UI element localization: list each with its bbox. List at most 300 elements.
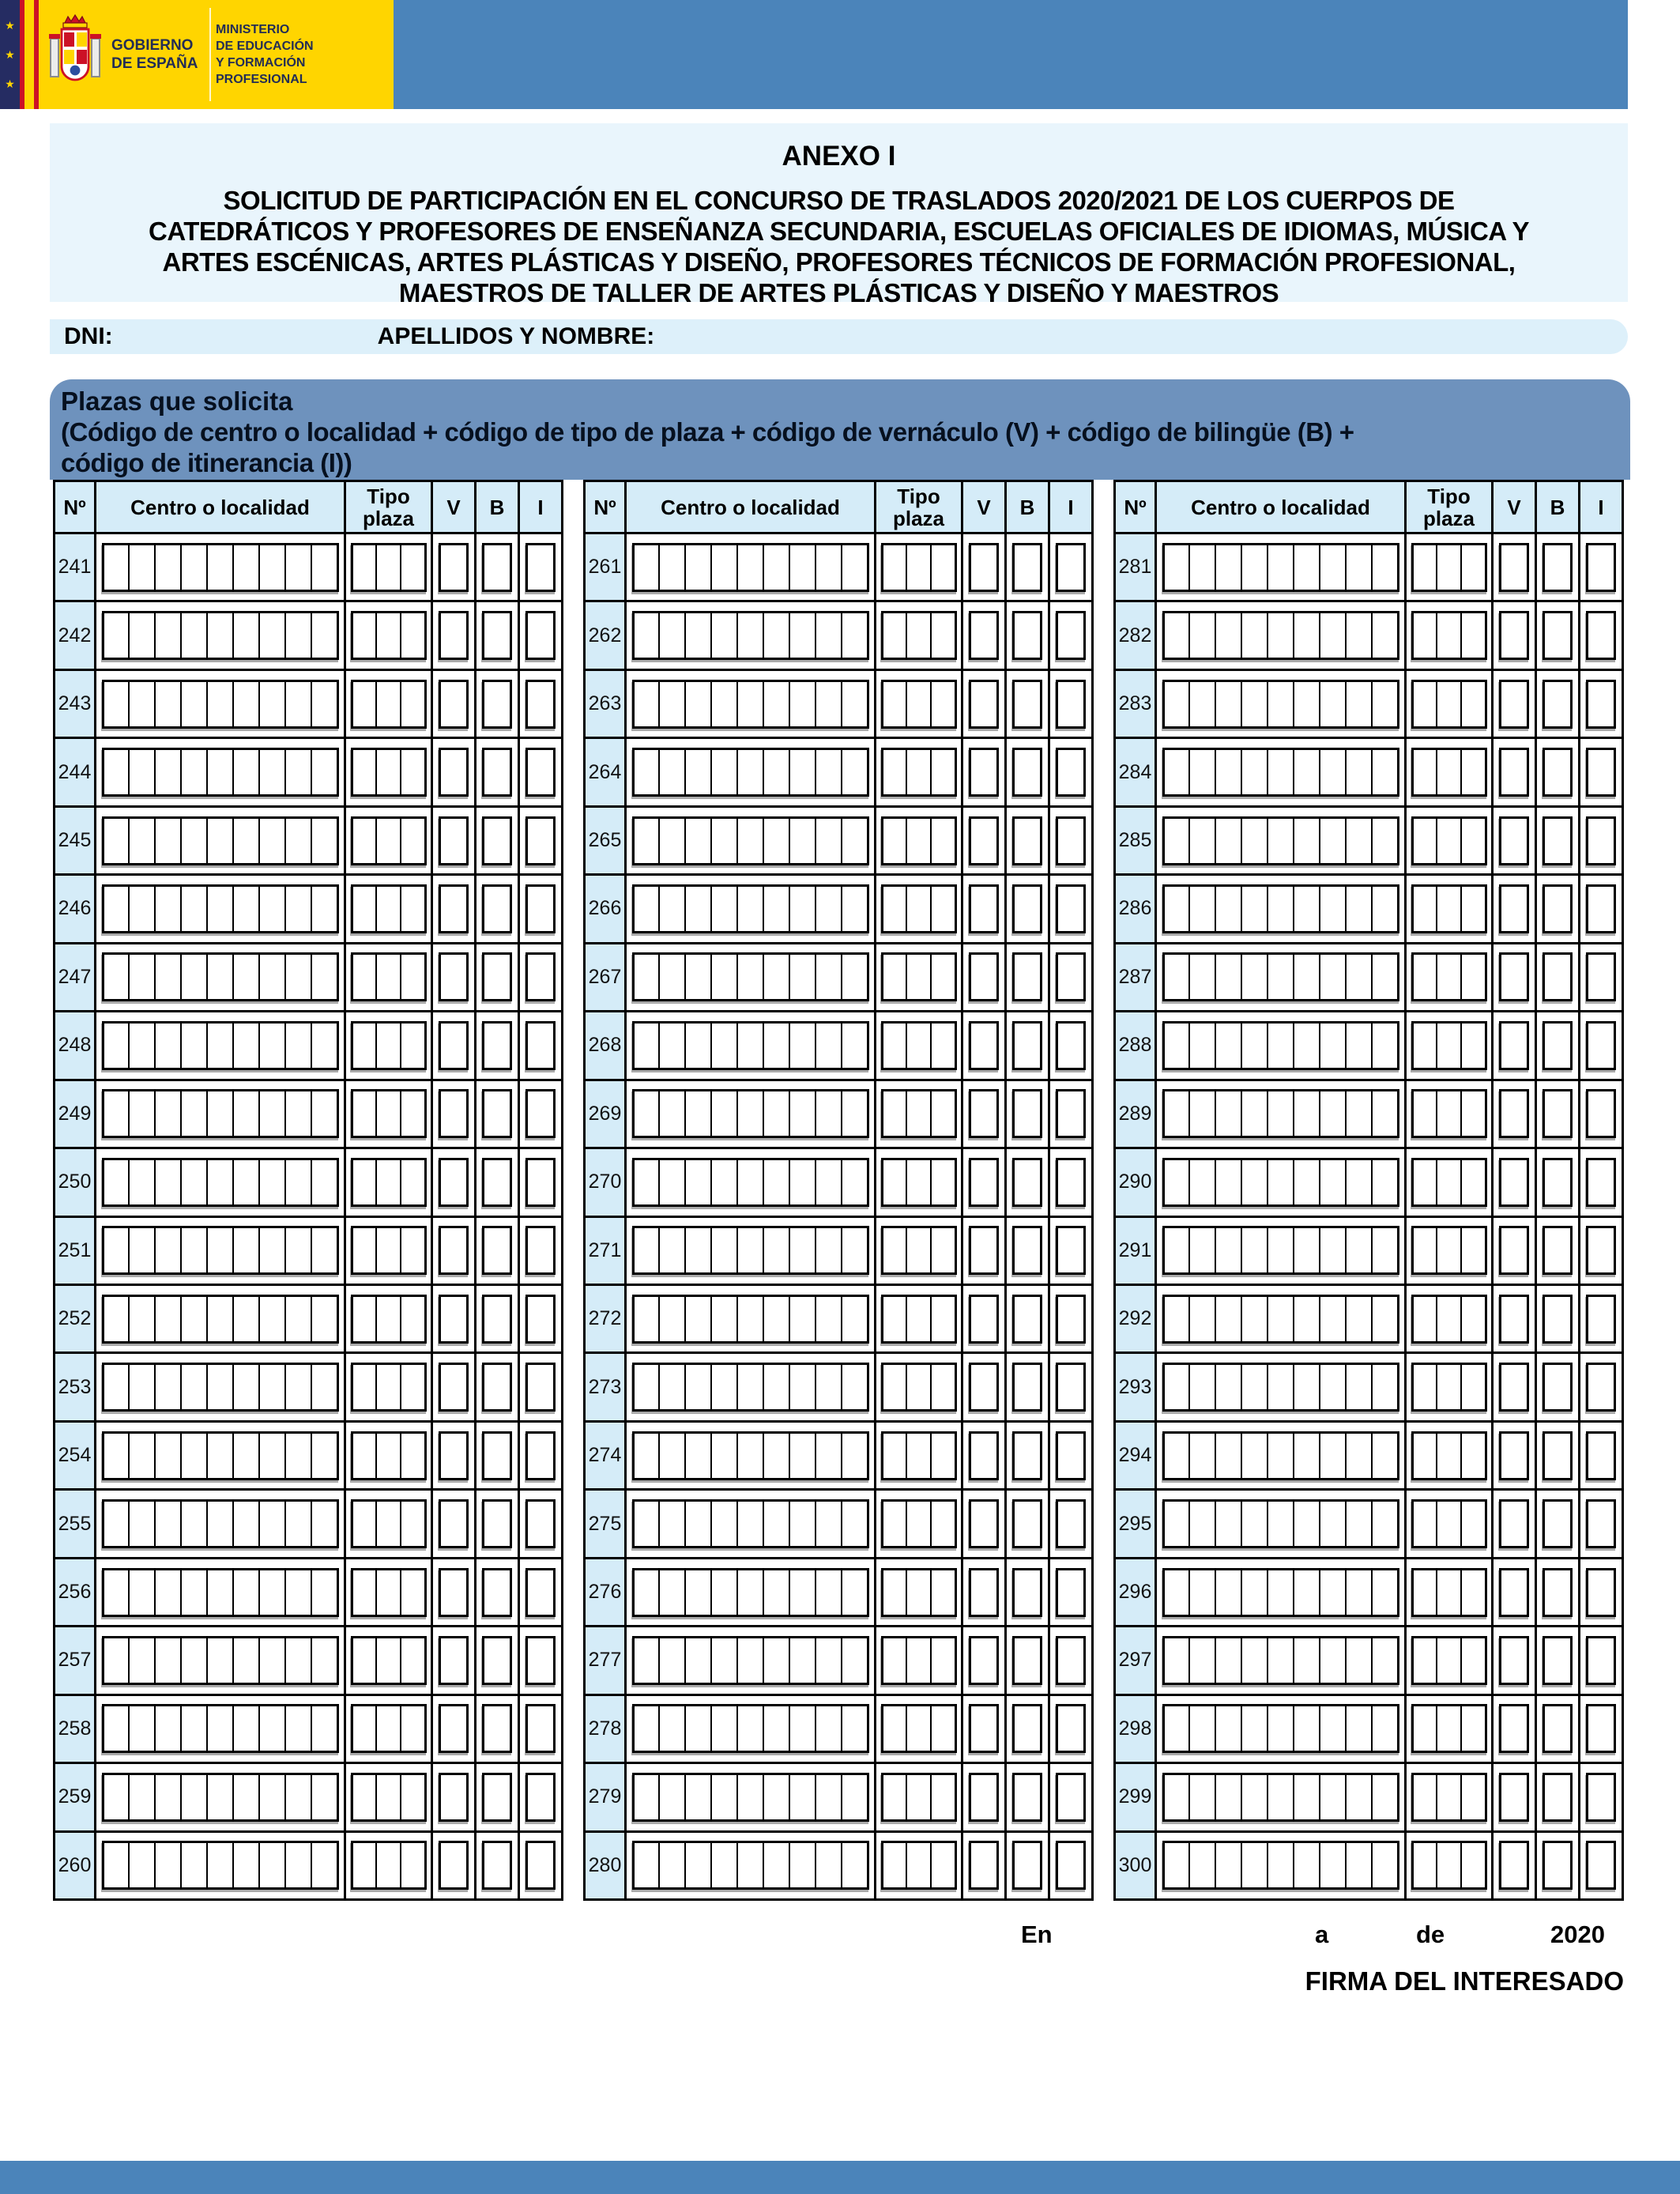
tipo-plaza-box[interactable] [353, 1706, 376, 1751]
centro-box[interactable] [684, 1365, 710, 1409]
centro-box[interactable] [1371, 1023, 1397, 1068]
tipo-plaza-box[interactable] [400, 1297, 424, 1341]
centro-box[interactable] [710, 1706, 736, 1751]
centro-box[interactable] [232, 1843, 258, 1887]
tipo-plaza-box[interactable] [930, 1775, 955, 1819]
centro-box[interactable] [104, 1297, 129, 1341]
tipo-plaza-box[interactable] [1414, 1091, 1437, 1136]
bilingue-box[interactable] [1543, 1773, 1573, 1822]
centro-box[interactable] [1165, 1843, 1189, 1887]
centro-box[interactable] [763, 750, 789, 794]
tipo-plaza-box[interactable] [1436, 1775, 1460, 1819]
centro-box[interactable] [284, 1434, 311, 1478]
tipo-plaza-box[interactable] [1436, 1091, 1460, 1136]
tipo-plaza-box[interactable] [353, 887, 376, 931]
centro-box[interactable] [815, 1228, 841, 1272]
tipo-plaza-box[interactable] [1436, 1843, 1460, 1887]
tipo-plaza-box[interactable] [883, 1706, 906, 1751]
centro-box[interactable] [128, 613, 154, 658]
centro-box[interactable] [1215, 750, 1241, 794]
bilingue-box[interactable] [482, 1295, 512, 1344]
tipo-plaza-box[interactable] [883, 1775, 906, 1819]
tipo-plaza-box[interactable] [1414, 682, 1437, 726]
tipo-plaza-box[interactable] [1414, 1297, 1437, 1341]
centro-box[interactable] [180, 1434, 206, 1478]
itinerancia-box[interactable] [525, 952, 556, 1001]
itinerancia-box[interactable] [1586, 1636, 1616, 1685]
bilingue-box[interactable] [1012, 611, 1042, 660]
itinerancia-box[interactable] [525, 543, 556, 592]
centro-box[interactable] [710, 1502, 736, 1546]
itinerancia-box[interactable] [525, 1636, 556, 1685]
tipo-plaza-box[interactable] [375, 887, 400, 931]
centro-box[interactable] [258, 1502, 284, 1546]
itinerancia-box[interactable] [1056, 1295, 1086, 1344]
centro-box[interactable] [841, 1775, 867, 1819]
centro-box[interactable] [311, 682, 337, 726]
vernaculo-box[interactable] [969, 1636, 999, 1685]
centro-box[interactable] [1165, 887, 1189, 931]
tipo-plaza-box[interactable] [906, 1297, 930, 1341]
tipo-plaza-box[interactable] [1436, 819, 1460, 863]
centro-box[interactable] [1345, 1706, 1371, 1751]
tipo-plaza-box[interactable] [353, 1502, 376, 1546]
centro-box[interactable] [1267, 1434, 1293, 1478]
tipo-plaza-box[interactable] [883, 887, 906, 931]
centro-box[interactable] [1215, 1365, 1241, 1409]
centro-box[interactable] [658, 1160, 684, 1204]
centro-box[interactable] [763, 1091, 789, 1136]
bilingue-box[interactable] [1543, 884, 1573, 933]
centro-box[interactable] [789, 1160, 815, 1204]
centro-box[interactable] [1165, 1091, 1189, 1136]
centro-box[interactable] [815, 955, 841, 999]
centro-box[interactable] [232, 887, 258, 931]
centro-box[interactable] [841, 545, 867, 590]
centro-box[interactable] [841, 1570, 867, 1615]
tipo-plaza-box[interactable] [353, 1228, 376, 1272]
centro-box[interactable] [232, 613, 258, 658]
centro-box[interactable] [128, 1843, 154, 1887]
centro-box[interactable] [1267, 1297, 1293, 1341]
centro-box[interactable] [1241, 1502, 1267, 1546]
tipo-plaza-box[interactable] [353, 750, 376, 794]
centro-box[interactable] [284, 1570, 311, 1615]
bilingue-box[interactable] [482, 1158, 512, 1207]
centro-box[interactable] [232, 1434, 258, 1478]
centro-box[interactable] [841, 1091, 867, 1136]
bilingue-box[interactable] [482, 1089, 512, 1138]
tipo-plaza-box[interactable] [906, 545, 930, 590]
itinerancia-box[interactable] [525, 1089, 556, 1138]
centro-box[interactable] [635, 1775, 659, 1819]
centro-box[interactable] [284, 750, 311, 794]
centro-box[interactable] [1241, 1091, 1267, 1136]
vernaculo-box[interactable] [439, 1841, 469, 1890]
tipo-plaza-box[interactable] [883, 819, 906, 863]
tipo-plaza-box[interactable] [930, 1706, 955, 1751]
centro-box[interactable] [1345, 613, 1371, 658]
centro-box[interactable] [710, 1023, 736, 1068]
bilingue-box[interactable] [1012, 1704, 1042, 1753]
tipo-plaza-box[interactable] [353, 1365, 376, 1409]
centro-box[interactable] [658, 750, 684, 794]
vernaculo-box[interactable] [439, 1431, 469, 1480]
itinerancia-box[interactable] [525, 1158, 556, 1207]
centro-box[interactable] [1293, 819, 1319, 863]
vernaculo-box[interactable] [439, 1295, 469, 1344]
tipo-plaza-box[interactable] [353, 819, 376, 863]
centro-box[interactable] [104, 613, 129, 658]
tipo-plaza-box[interactable] [906, 1023, 930, 1068]
vernaculo-box[interactable] [1499, 611, 1529, 660]
centro-box[interactable] [1188, 1502, 1215, 1546]
centro-box[interactable] [1319, 1502, 1345, 1546]
centro-box[interactable] [206, 1160, 232, 1204]
centro-box[interactable] [1293, 887, 1319, 931]
centro-box[interactable] [1267, 819, 1293, 863]
vernaculo-box[interactable] [439, 952, 469, 1001]
centro-box[interactable] [1188, 1638, 1215, 1683]
vernaculo-box[interactable] [1499, 1568, 1529, 1617]
itinerancia-box[interactable] [1586, 1089, 1616, 1138]
centro-box[interactable] [658, 887, 684, 931]
vernaculo-box[interactable] [1499, 680, 1529, 729]
centro-box[interactable] [1215, 1706, 1241, 1751]
centro-box[interactable] [1293, 1365, 1319, 1409]
tipo-plaza-box[interactable] [1414, 1843, 1437, 1887]
centro-box[interactable] [1293, 1023, 1319, 1068]
centro-box[interactable] [1215, 1160, 1241, 1204]
vernaculo-box[interactable] [969, 748, 999, 797]
centro-box[interactable] [1371, 1297, 1397, 1341]
centro-box[interactable] [206, 1365, 232, 1409]
tipo-plaza-box[interactable] [375, 1297, 400, 1341]
centro-box[interactable] [710, 955, 736, 999]
tipo-plaza-box[interactable] [1436, 545, 1460, 590]
centro-box[interactable] [1165, 750, 1189, 794]
centro-box[interactable] [710, 819, 736, 863]
centro-box[interactable] [1267, 1365, 1293, 1409]
centro-box[interactable] [710, 887, 736, 931]
centro-box[interactable] [841, 750, 867, 794]
vernaculo-box[interactable] [439, 1021, 469, 1070]
centro-box[interactable] [841, 1706, 867, 1751]
centro-box[interactable] [815, 545, 841, 590]
tipo-plaza-box[interactable] [930, 682, 955, 726]
centro-box[interactable] [284, 1023, 311, 1068]
itinerancia-box[interactable] [525, 884, 556, 933]
bilingue-box[interactable] [1012, 680, 1042, 729]
centro-box[interactable] [1293, 682, 1319, 726]
itinerancia-box[interactable] [1586, 1295, 1616, 1344]
centro-box[interactable] [736, 1843, 763, 1887]
centro-box[interactable] [154, 1160, 180, 1204]
tipo-plaza-box[interactable] [1436, 1228, 1460, 1272]
centro-box[interactable] [1165, 682, 1189, 726]
centro-box[interactable] [684, 1638, 710, 1683]
tipo-plaza-box[interactable] [400, 1365, 424, 1409]
tipo-plaza-box[interactable] [353, 1023, 376, 1068]
tipo-plaza-box[interactable] [353, 545, 376, 590]
bilingue-box[interactable] [1543, 1499, 1573, 1548]
centro-box[interactable] [232, 750, 258, 794]
centro-box[interactable] [763, 887, 789, 931]
tipo-plaza-box[interactable] [1414, 887, 1437, 931]
centro-box[interactable] [684, 613, 710, 658]
centro-box[interactable] [1319, 1638, 1345, 1683]
centro-box[interactable] [1215, 1297, 1241, 1341]
centro-box[interactable] [684, 750, 710, 794]
itinerancia-box[interactable] [525, 611, 556, 660]
centro-box[interactable] [232, 1365, 258, 1409]
centro-box[interactable] [658, 819, 684, 863]
centro-box[interactable] [684, 1160, 710, 1204]
tipo-plaza-box[interactable] [930, 1570, 955, 1615]
centro-box[interactable] [763, 613, 789, 658]
centro-box[interactable] [1165, 613, 1189, 658]
tipo-plaza-box[interactable] [1436, 613, 1460, 658]
centro-box[interactable] [1293, 1502, 1319, 1546]
centro-box[interactable] [789, 545, 815, 590]
centro-box[interactable] [789, 1023, 815, 1068]
itinerancia-box[interactable] [1056, 748, 1086, 797]
bilingue-box[interactable] [1012, 1089, 1042, 1138]
itinerancia-box[interactable] [525, 1295, 556, 1344]
centro-box[interactable] [104, 1160, 129, 1204]
centro-box[interactable] [1319, 1091, 1345, 1136]
centro-box[interactable] [684, 1775, 710, 1819]
centro-box[interactable] [206, 1434, 232, 1478]
centro-box[interactable] [635, 1160, 659, 1204]
tipo-plaza-box[interactable] [375, 1502, 400, 1546]
tipo-plaza-box[interactable] [400, 1843, 424, 1887]
centro-box[interactable] [1165, 1775, 1189, 1819]
bilingue-box[interactable] [1012, 1021, 1042, 1070]
tipo-plaza-box[interactable] [1436, 1160, 1460, 1204]
centro-box[interactable] [232, 1228, 258, 1272]
tipo-plaza-box[interactable] [930, 1023, 955, 1068]
centro-box[interactable] [104, 1502, 129, 1546]
centro-box[interactable] [1241, 682, 1267, 726]
centro-box[interactable] [258, 887, 284, 931]
centro-box[interactable] [1345, 819, 1371, 863]
centro-box[interactable] [206, 1570, 232, 1615]
centro-box[interactable] [206, 887, 232, 931]
centro-box[interactable] [1241, 1160, 1267, 1204]
centro-box[interactable] [1165, 1365, 1189, 1409]
itinerancia-box[interactable] [525, 1226, 556, 1275]
centro-box[interactable] [815, 1365, 841, 1409]
tipo-plaza-box[interactable] [1436, 955, 1460, 999]
centro-box[interactable] [710, 750, 736, 794]
tipo-plaza-box[interactable] [400, 1706, 424, 1751]
centro-box[interactable] [258, 750, 284, 794]
centro-box[interactable] [1371, 1365, 1397, 1409]
centro-box[interactable] [258, 1843, 284, 1887]
centro-box[interactable] [789, 1775, 815, 1819]
centro-box[interactable] [104, 1570, 129, 1615]
centro-box[interactable] [635, 819, 659, 863]
tipo-plaza-box[interactable] [906, 1570, 930, 1615]
centro-box[interactable] [1319, 750, 1345, 794]
centro-box[interactable] [284, 1091, 311, 1136]
centro-box[interactable] [763, 1434, 789, 1478]
centro-box[interactable] [232, 1706, 258, 1751]
centro-box[interactable] [1319, 1160, 1345, 1204]
centro-box[interactable] [635, 1297, 659, 1341]
centro-box[interactable] [1215, 887, 1241, 931]
centro-box[interactable] [1293, 1843, 1319, 1887]
bilingue-box[interactable] [1543, 611, 1573, 660]
centro-box[interactable] [258, 1570, 284, 1615]
bilingue-box[interactable] [1012, 1841, 1042, 1890]
centro-box[interactable] [128, 1502, 154, 1546]
itinerancia-box[interactable] [1586, 816, 1616, 865]
tipo-plaza-box[interactable] [930, 1434, 955, 1478]
vernaculo-box[interactable] [969, 1363, 999, 1412]
itinerancia-box[interactable] [525, 1431, 556, 1480]
centro-box[interactable] [180, 613, 206, 658]
tipo-plaza-box[interactable] [930, 613, 955, 658]
centro-box[interactable] [1319, 613, 1345, 658]
centro-box[interactable] [1371, 1502, 1397, 1546]
itinerancia-box[interactable] [1056, 952, 1086, 1001]
centro-box[interactable] [763, 1843, 789, 1887]
tipo-plaza-box[interactable] [1460, 682, 1485, 726]
bilingue-box[interactable] [482, 611, 512, 660]
centro-box[interactable] [684, 1843, 710, 1887]
bilingue-box[interactable] [482, 1499, 512, 1548]
itinerancia-box[interactable] [1056, 543, 1086, 592]
centro-box[interactable] [658, 545, 684, 590]
centro-box[interactable] [684, 819, 710, 863]
centro-box[interactable] [1241, 1706, 1267, 1751]
centro-box[interactable] [154, 1228, 180, 1272]
centro-box[interactable] [841, 1365, 867, 1409]
centro-box[interactable] [1188, 613, 1215, 658]
itinerancia-box[interactable] [1586, 543, 1616, 592]
centro-box[interactable] [1345, 545, 1371, 590]
centro-box[interactable] [284, 1638, 311, 1683]
centro-box[interactable] [258, 1638, 284, 1683]
centro-box[interactable] [128, 1570, 154, 1615]
tipo-plaza-box[interactable] [1414, 1434, 1437, 1478]
tipo-plaza-box[interactable] [1414, 1160, 1437, 1204]
centro-box[interactable] [1371, 887, 1397, 931]
tipo-plaza-box[interactable] [1436, 1570, 1460, 1615]
tipo-plaza-box[interactable] [375, 613, 400, 658]
centro-box[interactable] [311, 1297, 337, 1341]
centro-box[interactable] [710, 1091, 736, 1136]
vernaculo-box[interactable] [439, 816, 469, 865]
centro-box[interactable] [658, 1706, 684, 1751]
centro-box[interactable] [1267, 1091, 1293, 1136]
tipo-plaza-box[interactable] [906, 955, 930, 999]
tipo-plaza-box[interactable] [1460, 613, 1485, 658]
tipo-plaza-box[interactable] [930, 1091, 955, 1136]
centro-box[interactable] [736, 887, 763, 931]
bilingue-box[interactable] [482, 1568, 512, 1617]
itinerancia-box[interactable] [1056, 1021, 1086, 1070]
tipo-plaza-box[interactable] [400, 1570, 424, 1615]
tipo-plaza-box[interactable] [1436, 1434, 1460, 1478]
tipo-plaza-box[interactable] [400, 750, 424, 794]
centro-box[interactable] [258, 1091, 284, 1136]
centro-box[interactable] [1241, 1843, 1267, 1887]
itinerancia-box[interactable] [1056, 611, 1086, 660]
tipo-plaza-box[interactable] [400, 1228, 424, 1272]
centro-box[interactable] [841, 1297, 867, 1341]
centro-box[interactable] [635, 682, 659, 726]
centro-box[interactable] [841, 955, 867, 999]
centro-box[interactable] [763, 1365, 789, 1409]
itinerancia-box[interactable] [1056, 1499, 1086, 1548]
centro-box[interactable] [232, 1091, 258, 1136]
centro-box[interactable] [154, 613, 180, 658]
tipo-plaza-box[interactable] [400, 887, 424, 931]
centro-box[interactable] [311, 1434, 337, 1478]
centro-box[interactable] [311, 545, 337, 590]
tipo-plaza-box[interactable] [1414, 1570, 1437, 1615]
centro-box[interactable] [1345, 1434, 1371, 1478]
itinerancia-box[interactable] [1586, 680, 1616, 729]
centro-box[interactable] [1241, 1228, 1267, 1272]
centro-box[interactable] [789, 1843, 815, 1887]
tipo-plaza-box[interactable] [1460, 1706, 1485, 1751]
bilingue-box[interactable] [482, 1431, 512, 1480]
bilingue-box[interactable] [1543, 1158, 1573, 1207]
tipo-plaza-box[interactable] [883, 1434, 906, 1478]
vernaculo-box[interactable] [439, 1636, 469, 1685]
vernaculo-box[interactable] [1499, 884, 1529, 933]
centro-box[interactable] [104, 545, 129, 590]
bilingue-box[interactable] [1543, 680, 1573, 729]
bilingue-box[interactable] [1543, 1636, 1573, 1685]
itinerancia-box[interactable] [1586, 1363, 1616, 1412]
centro-box[interactable] [815, 750, 841, 794]
centro-box[interactable] [104, 955, 129, 999]
centro-box[interactable] [1165, 1434, 1189, 1478]
centro-box[interactable] [1293, 1706, 1319, 1751]
centro-box[interactable] [763, 545, 789, 590]
tipo-plaza-box[interactable] [883, 1843, 906, 1887]
centro-box[interactable] [104, 1365, 129, 1409]
centro-box[interactable] [1188, 1297, 1215, 1341]
vernaculo-box[interactable] [969, 1568, 999, 1617]
centro-box[interactable] [311, 613, 337, 658]
bilingue-box[interactable] [1012, 1636, 1042, 1685]
centro-box[interactable] [311, 887, 337, 931]
centro-box[interactable] [1188, 1228, 1215, 1272]
tipo-plaza-box[interactable] [906, 819, 930, 863]
centro-box[interactable] [658, 682, 684, 726]
tipo-plaza-box[interactable] [906, 887, 930, 931]
tipo-plaza-box[interactable] [883, 1228, 906, 1272]
centro-box[interactable] [284, 887, 311, 931]
centro-box[interactable] [684, 955, 710, 999]
tipo-plaza-box[interactable] [930, 1502, 955, 1546]
bilingue-box[interactable] [1012, 1773, 1042, 1822]
vernaculo-box[interactable] [439, 1499, 469, 1548]
tipo-plaza-box[interactable] [906, 750, 930, 794]
bilingue-box[interactable] [1012, 748, 1042, 797]
centro-box[interactable] [1188, 819, 1215, 863]
centro-box[interactable] [1293, 545, 1319, 590]
tipo-plaza-box[interactable] [353, 1160, 376, 1204]
centro-box[interactable] [710, 1843, 736, 1887]
centro-box[interactable] [1188, 1023, 1215, 1068]
